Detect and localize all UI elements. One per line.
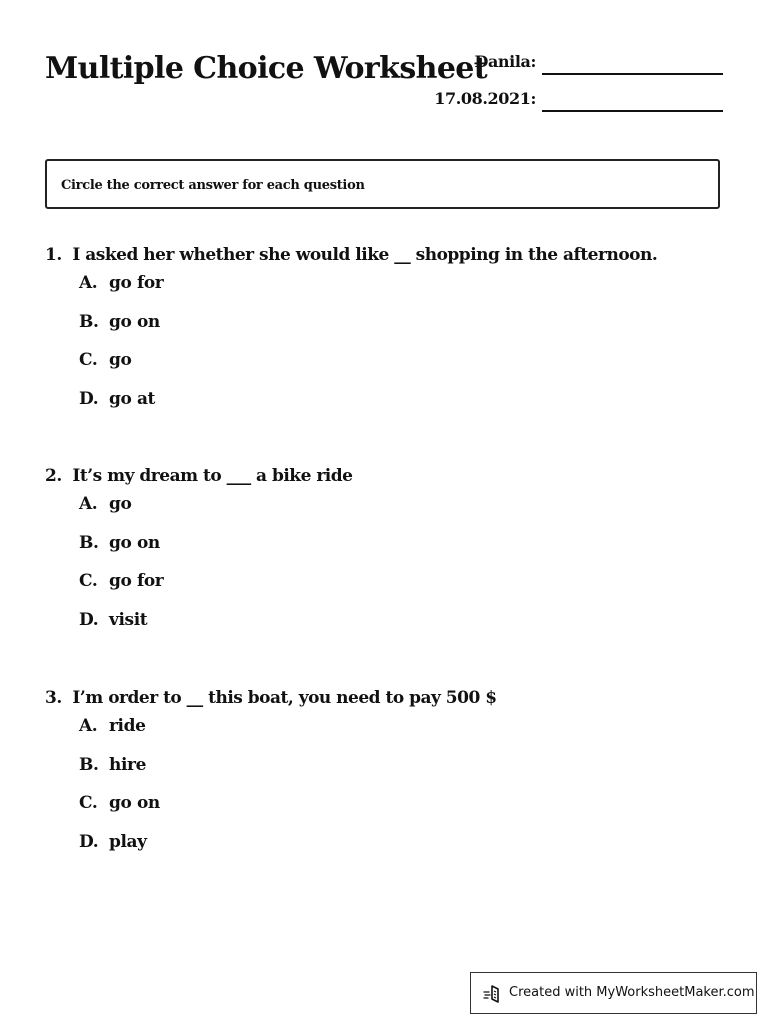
option-letter: B. bbox=[79, 311, 99, 332]
option-letter: B. bbox=[79, 532, 99, 553]
option-letter: D. bbox=[79, 610, 99, 631]
option-text: play bbox=[109, 832, 147, 853]
question-text bbox=[45, 244, 735, 266]
option-letter: A. bbox=[79, 273, 98, 293]
date-label: 17.08.2021: bbox=[434, 89, 536, 108]
option-text: go bbox=[109, 350, 132, 371]
option-text: go on bbox=[109, 532, 160, 553]
option-text: ride bbox=[109, 716, 146, 736]
question-text bbox=[45, 687, 735, 709]
option-letter: D. bbox=[79, 832, 99, 853]
footer-text: Created with MyWorksheetMaker.com bbox=[509, 985, 755, 1000]
question-number: 2. bbox=[45, 466, 62, 486]
option-text: go for bbox=[109, 273, 164, 293]
question-2 bbox=[45, 465, 735, 631]
question-1 bbox=[45, 244, 735, 410]
option-letter: A. bbox=[79, 716, 98, 736]
option-text: go at bbox=[109, 389, 156, 410]
instructions-text: Circle the correct answer for each question bbox=[61, 178, 365, 193]
option-letter: C. bbox=[79, 350, 98, 371]
option-text: go on bbox=[109, 793, 160, 814]
option-text: visit bbox=[109, 610, 148, 631]
option-text: go bbox=[109, 494, 132, 514]
worksheet-title: Multiple Choice Worksheet bbox=[45, 51, 488, 86]
option-letter: B. bbox=[79, 754, 99, 775]
myworksheetmaker-logo-icon bbox=[483, 984, 505, 1004]
option-letter: A. bbox=[79, 494, 98, 514]
option-letter: C. bbox=[79, 793, 98, 814]
option-text: hire bbox=[109, 754, 146, 775]
question-prompt: I asked her whether she would like __ shopping in the afternoon. bbox=[72, 245, 658, 265]
question-prompt: It’s my dream to ___ a bike ride bbox=[72, 466, 353, 486]
question-3 bbox=[45, 687, 735, 853]
option-text: go on bbox=[109, 311, 160, 332]
question-prompt: I’m order to __ this boat, you need to pay 500 $ bbox=[72, 688, 497, 708]
question-text bbox=[45, 465, 735, 487]
name-blank-line[interactable] bbox=[542, 73, 723, 75]
footer-badge[interactable] bbox=[470, 972, 757, 1014]
name-label: Danila: bbox=[474, 52, 536, 71]
option-letter: C. bbox=[79, 571, 98, 592]
date-blank-line[interactable] bbox=[542, 110, 723, 112]
question-number: 1. bbox=[45, 245, 62, 265]
option-text: go for bbox=[109, 571, 164, 592]
instructions-box bbox=[45, 159, 720, 209]
question-number: 3. bbox=[45, 688, 62, 708]
option-letter: D. bbox=[79, 389, 99, 410]
